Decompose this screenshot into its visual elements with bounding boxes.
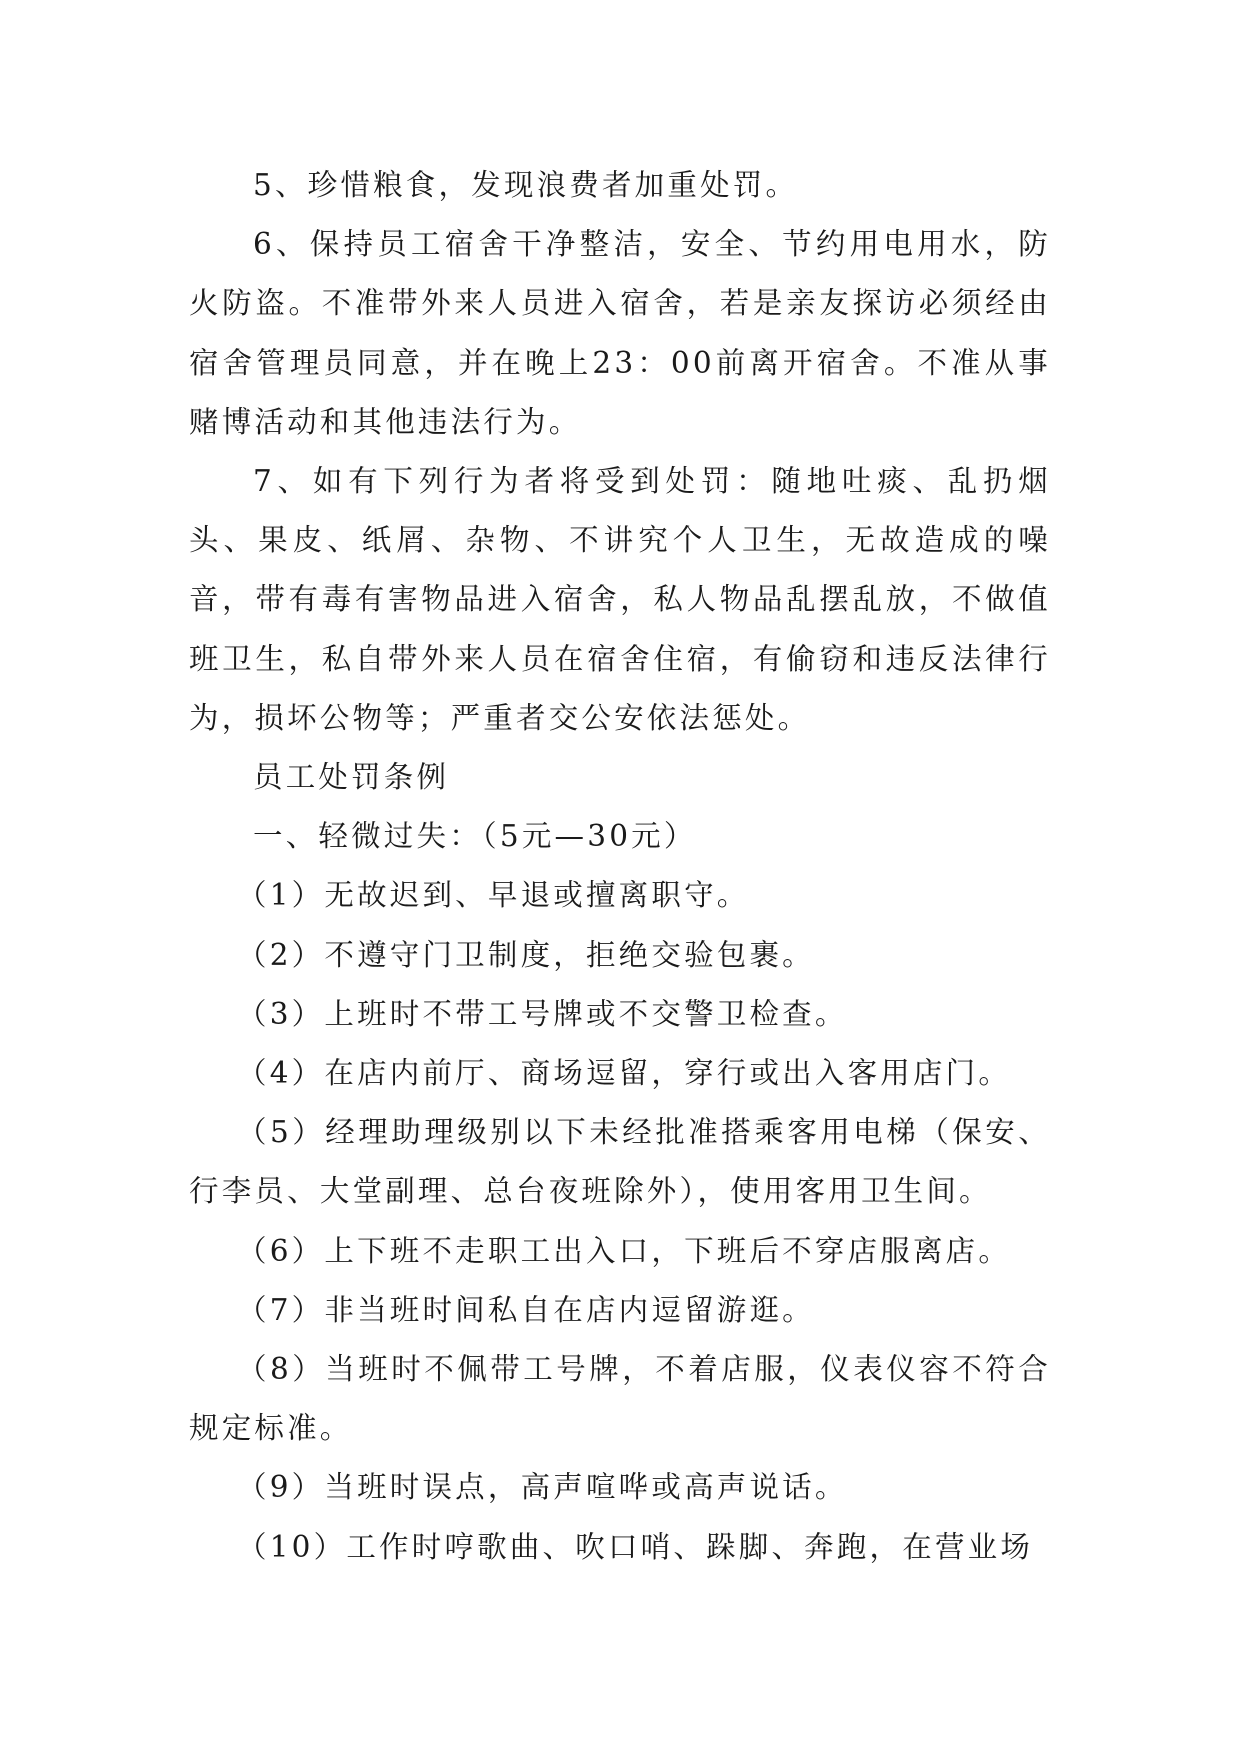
- rule-item-6: 6、保持员工宿舍干净整洁，安全、节约用电用水，防火防盗。不准带外来人员进入宿舍，若是亲友探访必须经由宿舍管理员同意，并在晚上23：00前离开宿舍。不准从事赌博活动和其他违法行为。: [189, 227, 1051, 439]
- penalty-item-8: （8）当班时不佩带工号牌，不着店服，仪表仪容不符合规定标准。: [189, 1352, 1051, 1446]
- document-body: [189, 156, 1051, 1577]
- penalty-item-3: （3）上班时不带工号牌或不交警卫检查。: [237, 996, 848, 1031]
- section-heading: 员工处罚条例: [253, 760, 450, 795]
- penalty-item-5: （5）经理助理级别以下未经批准搭乘客用电梯（保安、行李员、大堂副理、总台夜班除外），使用客用卫生间。: [189, 1115, 1051, 1209]
- penalty-item-6: （6）上下班不走职工出入口，下班后不穿店服离店。: [237, 1233, 1012, 1268]
- rule-item-5: 5、珍惜粮食，发现浪费者加重处罚。: [253, 168, 799, 202]
- subsection-heading: 一、轻微过失：（5元—30元）: [253, 819, 697, 854]
- penalty-item-7: （7）非当班时间私自在店内逗留游逛。: [237, 1292, 815, 1327]
- rule-item-7: 7、如有下列行为者将受到处罚：随地吐痰、乱扔烟头、果皮、纸屑、杂物、不讲究个人卫生，无故造成的噪音，带有毒有害物品进入宿舍，私人物品乱摆乱放，不做值班卫生，私自带外来人员在宿舍住宿，有偷窃和违反法律行为，损坏公物等；严重者交公安依法惩处。: [189, 464, 1051, 735]
- penalty-item-10: （10）工作时哼歌曲、吹口哨、跺脚、奔跑，在营业场: [237, 1529, 1034, 1564]
- penalty-item-2: （2）不遵守门卫制度，拒绝交验包裹。: [237, 937, 815, 972]
- penalty-item-1: （1）无故迟到、早退或擅离职守。: [237, 878, 750, 913]
- penalty-item-9: （9）当班时误点，高声喧哗或高声说话。: [237, 1470, 848, 1505]
- penalty-item-4: （4）在店内前厅、商场逗留，穿行或出入客用店门。: [237, 1056, 1012, 1091]
